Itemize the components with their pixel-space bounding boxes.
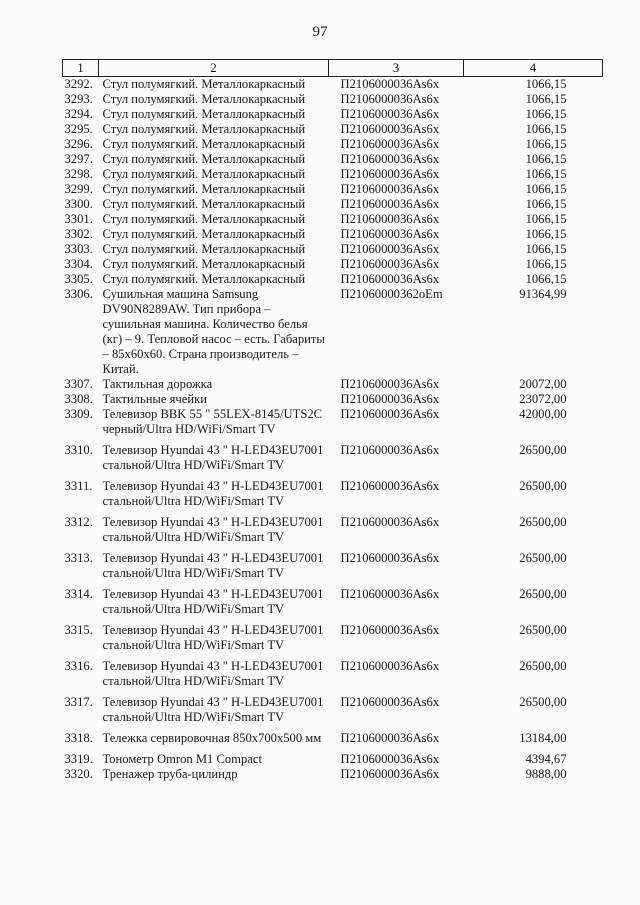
item-name: Телевизор Hyundai 43 " H-LED43EU7001 стальной/Ultra HD/WiFi/Smart TV [102, 551, 324, 580]
item-name: Стул полумягкий. Металлокаркасный [102, 152, 306, 166]
column-header-2: 2 [99, 60, 329, 77]
row-number: 3308. [64, 392, 93, 406]
table-row [63, 197, 603, 212]
item-name: Телевизор Hyundai 43 " H-LED43EU7001 стальной/Ultra HD/WiFi/Smart TV [102, 659, 324, 688]
row-number: 3301. [64, 212, 93, 226]
item-price: 26500,00 [519, 587, 567, 601]
item-price: 1066,15 [525, 197, 567, 211]
table-row [63, 242, 603, 257]
table-row [63, 272, 603, 287]
item-price: 1066,15 [525, 227, 567, 241]
item-price: 26500,00 [519, 551, 567, 565]
table-row [63, 212, 603, 227]
table-row [63, 617, 603, 653]
item-name: Тонометр Omron M1 Compact [102, 752, 262, 766]
inventory-code: П2106000036Аs6х [340, 272, 440, 286]
item-name: Стул полумягкий. Металлокаркасный [102, 212, 306, 226]
item-name: Стул полумягкий. Металлокаркасный [102, 92, 306, 106]
item-price: 20072,00 [519, 377, 567, 391]
row-number: 3303. [64, 242, 93, 256]
item-name: Телевизор Hyundai 43 " H-LED43EU7001 стальной/Ultra HD/WiFi/Smart TV [102, 479, 324, 508]
table-row [63, 77, 603, 93]
row-number: 3306. [64, 287, 93, 301]
inventory-code: П2106000036Аs6х [340, 122, 440, 136]
item-name: Тактильные ячейки [102, 392, 207, 406]
row-number: 3298. [64, 167, 93, 181]
item-price: 1066,15 [525, 137, 567, 151]
item-price: 26500,00 [519, 659, 567, 673]
inventory-table [62, 59, 603, 782]
table-row [63, 437, 603, 473]
row-number: 3295. [64, 122, 93, 136]
inventory-code: П2106000036Аs6х [340, 659, 440, 673]
inventory-code: П2106000036Аs6х [340, 752, 440, 766]
item-price: 4394,67 [525, 752, 567, 766]
item-name: Стул полумягкий. Металлокаркасный [102, 122, 306, 136]
item-price: 1066,15 [525, 167, 567, 181]
item-price: 9888,00 [525, 767, 567, 781]
item-price: 91364,99 [519, 287, 567, 301]
row-number: 3316. [64, 659, 93, 673]
column-header-4: 4 [464, 60, 603, 77]
item-price: 1066,15 [525, 122, 567, 136]
item-price: 26500,00 [519, 695, 567, 709]
row-number: 3305. [64, 272, 93, 286]
inventory-code: П2106000036Аs6х [340, 212, 440, 226]
item-price: 42000,00 [519, 407, 567, 421]
item-price: 1066,15 [525, 272, 567, 286]
item-price: 1066,15 [525, 212, 567, 226]
item-name: Стул полумягкий. Металлокаркасный [102, 107, 306, 121]
item-price: 1066,15 [525, 152, 567, 166]
inventory-code: П2106000036Аs6х [340, 167, 440, 181]
inventory-code: П2106000036Аs6х [340, 392, 440, 406]
table-header [63, 60, 603, 77]
table-row [63, 107, 603, 122]
row-number: 3302. [64, 227, 93, 241]
row-number: 3320. [64, 767, 93, 781]
table-row [63, 137, 603, 152]
item-name: Стул полумягкий. Металлокаркасный [102, 197, 306, 211]
inventory-code: П2106000036Аs6х [340, 623, 440, 637]
item-price: 1066,15 [525, 257, 567, 271]
item-price: 26500,00 [519, 443, 567, 457]
item-price: 1066,15 [525, 182, 567, 196]
inventory-code: П2106000036Аs6х [340, 197, 440, 211]
table-body [63, 77, 603, 783]
row-number: 3313. [64, 551, 93, 565]
inventory-code: П2106000036Аs6х [340, 92, 440, 106]
table-row [63, 746, 603, 767]
table-row [63, 92, 603, 107]
page-number: 97 [312, 24, 328, 40]
inventory-code: П2106000036Аs6х [340, 182, 440, 196]
item-price: 1066,15 [525, 107, 567, 121]
row-number: 3307. [64, 377, 93, 391]
item-price: 1066,15 [525, 77, 567, 91]
table-row [63, 509, 603, 545]
row-number: 3294. [64, 107, 93, 121]
item-price: 26500,00 [519, 515, 567, 529]
row-number: 3311. [64, 479, 93, 493]
inventory-code: П2106000036Аs6х [340, 515, 440, 529]
inventory-code: П2106000036Аs6х [340, 443, 440, 457]
item-price: 23072,00 [519, 392, 567, 406]
item-name: Стул полумягкий. Металлокаркасный [102, 77, 306, 91]
table-row [63, 377, 603, 392]
inventory-code: П2106000036Аs6х [340, 767, 440, 781]
inventory-code: П2106000036Аs6х [340, 407, 440, 421]
item-name: Телевизор Hyundai 43 " H-LED43EU7001 стальной/Ultra HD/WiFi/Smart TV [102, 695, 324, 724]
item-price: 13184,00 [519, 731, 567, 745]
inventory-code: П2106000036Аs6х [340, 551, 440, 565]
table-row [63, 407, 603, 437]
item-name: Стул полумягкий. Металлокаркасный [102, 227, 306, 241]
inventory-code: П21060000362оЕm [340, 287, 443, 301]
row-number: 3314. [64, 587, 93, 601]
table-row [63, 767, 603, 782]
item-name: Стул полумягкий. Металлокаркасный [102, 182, 306, 196]
row-number: 3296. [64, 137, 93, 151]
row-number: 3312. [64, 515, 93, 529]
table-row [63, 227, 603, 242]
table-row [63, 152, 603, 167]
item-name: Телевизор Hyundai 43 " H-LED43EU7001 стальной/Ultra HD/WiFi/Smart TV [102, 623, 324, 652]
inventory-code: П2106000036Аs6х [340, 479, 440, 493]
table-row [63, 653, 603, 689]
inventory-code: П2106000036Аs6х [340, 227, 440, 241]
row-number: 3310. [64, 443, 93, 457]
item-name: Тактильная дорожка [102, 377, 213, 391]
inventory-code: П2106000036Аs6х [340, 242, 440, 256]
row-number: 3309. [64, 407, 93, 421]
item-price: 26500,00 [519, 623, 567, 637]
inventory-code: П2106000036Аs6х [340, 152, 440, 166]
item-name: Телевизор Hyundai 43 " H-LED43EU7001 стальной/Ultra HD/WiFi/Smart TV [102, 443, 324, 472]
row-number: 3318. [64, 731, 93, 745]
item-price: 26500,00 [519, 479, 567, 493]
row-number: 3315. [64, 623, 93, 637]
row-number: 3304. [64, 257, 93, 271]
table-row [63, 473, 603, 509]
inventory-code: П2106000036Аs6х [340, 731, 440, 745]
row-number: 3292. [64, 77, 93, 91]
row-number: 3297. [64, 152, 93, 166]
inventory-code: П2106000036Аs6х [340, 377, 440, 391]
column-header-1: 1 [63, 60, 99, 77]
table-row [63, 167, 603, 182]
table-row [63, 392, 603, 407]
item-name: Стул полумягкий. Металлокаркасный [102, 257, 306, 271]
row-number: 3300. [64, 197, 93, 211]
row-number: 3299. [64, 182, 93, 196]
table-row [63, 581, 603, 617]
item-name: Стул полумягкий. Металлокаркасный [102, 272, 306, 286]
item-name: Тренажер труба-цилиндр [102, 767, 238, 781]
table-row [63, 689, 603, 725]
inventory-code: П2106000036Аs6х [340, 587, 440, 601]
table-row [63, 287, 603, 377]
column-header-3: 3 [329, 60, 464, 77]
item-name: Стул полумягкий. Металлокаркасный [102, 137, 306, 151]
item-name: Телевизор BBK 55 " 55LEX-8145/UTS2C черный/Ultra HD/WiFi/Smart TV [102, 407, 323, 436]
inventory-code: П2106000036Аs6х [340, 257, 440, 271]
item-name: Телевизор Hyundai 43 " H-LED43EU7001 стальной/Ultra HD/WiFi/Smart TV [102, 587, 324, 616]
item-name: Стул полумягкий. Металлокаркасный [102, 242, 306, 256]
item-name: Сушильная машина Samsung DV90N8289AW. Тип прибора – сушильная машина. Количество белья (кг) – 9. Тепловой насос – есть. Габариты – 85х60х60. Страна производитель – Китай. [102, 287, 325, 376]
inventory-code: П2106000036Аs6х [340, 695, 440, 709]
item-price: 1066,15 [525, 92, 567, 106]
inventory-code: П2106000036Аs6х [340, 107, 440, 121]
inventory-code: П2106000036Аs6х [340, 77, 440, 91]
item-name: Телевизор Hyundai 43 " H-LED43EU7001 стальной/Ultra HD/WiFi/Smart TV [102, 515, 324, 544]
table-row [63, 257, 603, 272]
table-row [63, 545, 603, 581]
table-row [63, 725, 603, 746]
item-price: 1066,15 [525, 242, 567, 256]
item-name: Тележка сервировочная 850х700х500 мм [102, 731, 322, 745]
table-row [63, 122, 603, 137]
item-name: Стул полумягкий. Металлокаркасный [102, 167, 306, 181]
row-number: 3319. [64, 752, 93, 766]
row-number: 3317. [64, 695, 93, 709]
table-row [63, 182, 603, 197]
row-number: 3293. [64, 92, 93, 106]
inventory-code: П2106000036Аs6х [340, 137, 440, 151]
